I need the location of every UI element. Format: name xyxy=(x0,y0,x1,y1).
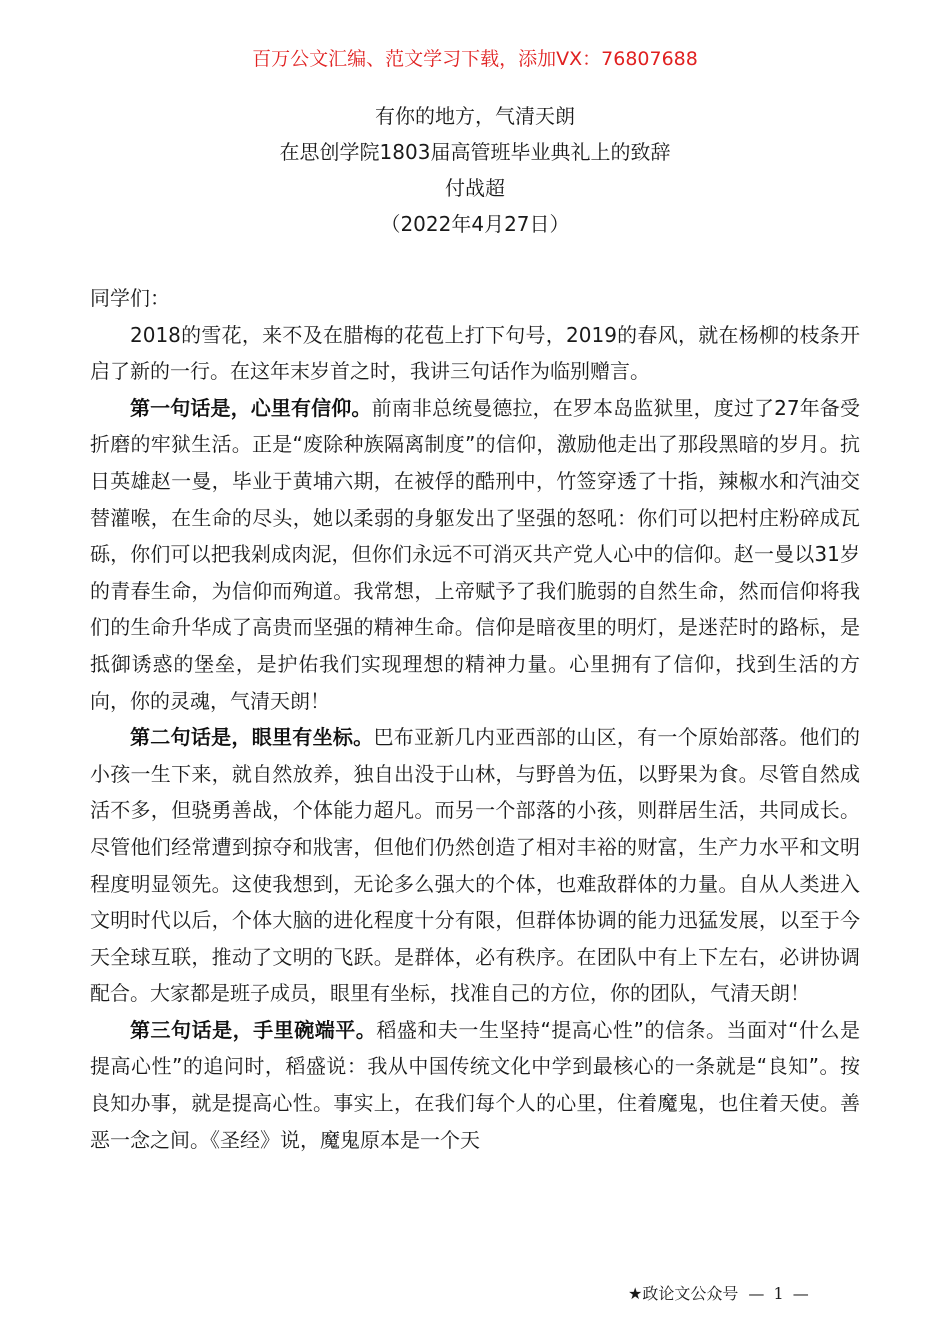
page-footer xyxy=(628,1283,811,1305)
document-author: 付战超 xyxy=(445,176,505,200)
document-date: （2022年4月27日） xyxy=(380,212,570,236)
paragraph-point-3 xyxy=(90,1012,860,1158)
paragraph-text: 2018的雪花，来不及在腊梅的花苞上打下句号，2019的春风，就在杨柳的枝条开启了新的一行。在这年末岁首之时，我讲三句话作为临别赠言。 xyxy=(90,322,860,384)
paragraph-heading: 第三句话是，手里碗端平。 xyxy=(130,1017,377,1042)
salutation: 同学们： xyxy=(90,286,170,310)
document-body xyxy=(90,280,860,1158)
paragraph-point-1 xyxy=(90,390,860,719)
document-title: 有你的地方，气清天朗 xyxy=(375,104,575,128)
paragraph-heading: 第二句话是，眼里有坐标。 xyxy=(130,725,374,750)
footer-source: ★政论文公众号 xyxy=(628,1284,739,1303)
page-number: — 1 — xyxy=(748,1284,811,1303)
paragraph-text: 巴布亚新几内亚西部的山区，有一个原始部落。他们的小孩一生下来，就自然放养，独自出没于山林，与野兽为伍，以野果为食。尽管自然成活不多，但骁勇善战，个体能力超凡。而另一个部落的小孩，则群居生活，共同成长。尽管他们经常遭到掠夺和戕害，但他们仍然创造了相对丰裕的财富，生产力水平和文明程度明显领先。这使我想到，无论多么强大的个体，也难敌群体的力量。自从人类进入文明时代以后，个体大脑的进化程度十分有限，但群体协调的能力迅猛发展，以至于今天全球互联，推动了文明的飞跃。是群体，必有秩序。在团队中有上下左右，必讲协调配合。大家都是班子成员，眼里有坐标，找准自己的方位，你的团队，气清天朗！ xyxy=(90,725,861,1006)
promo-banner: 百万公文汇编、范文学习下载，添加VX：76807688 xyxy=(252,48,698,70)
paragraph-text: 前南非总统曼德拉，在罗本岛监狱里，度过了27年备受折磨的牢狱生活。正是“废除种族隔离制度”的信仰，激励他走出了那段黑暗的岁月。抗日英雄赵一曼，毕业于黄埔六期，在被俘的酷刑中，竹签穿透了十指，辣椒水和汽油交替灌喉，在生命的尽头，她以柔弱的身躯发出了坚强的怒吼：你们可以把村庄粉碎成瓦砾，你们可以把我剁成肉泥，但你们永远不可消灭共产党人心中的信仰。赵一曼以31岁的青春生命，为信仰而殉道。我常想，上帝赋予了我们脆弱的自然生命，然而信仰将我们的生命升华成了高贵而坚强的精神生命。信仰是暗夜里的明灯，是迷茫时的路标，是抵御诱惑的堡垒，是护佑我们实现理想的精神力量。心里拥有了信仰，找到生活的方向，你的灵魂，气清天朗！ xyxy=(90,395,860,713)
document-header xyxy=(0,98,950,242)
paragraph-intro xyxy=(90,317,860,390)
paragraph-point-2 xyxy=(90,719,860,1012)
paragraph-heading: 第一句话是，心里有信仰。 xyxy=(130,395,372,420)
document-subtitle: 在思创学院1803届高管班毕业典礼上的致辞 xyxy=(279,140,671,164)
paragraph-text: 稻盛和夫一生坚持“提高心性”的信条。当面对“什么是提高心性”的追问时，稻盛说：我从中国传统文化中学到最核心的一条就是“良知”。按良知办事，就是提高心性。事实上，在我们每个人的心里，住着魔鬼，也住着天使。善恶一念之间。《圣经》说，魔鬼原本是一个天 xyxy=(90,1017,861,1152)
